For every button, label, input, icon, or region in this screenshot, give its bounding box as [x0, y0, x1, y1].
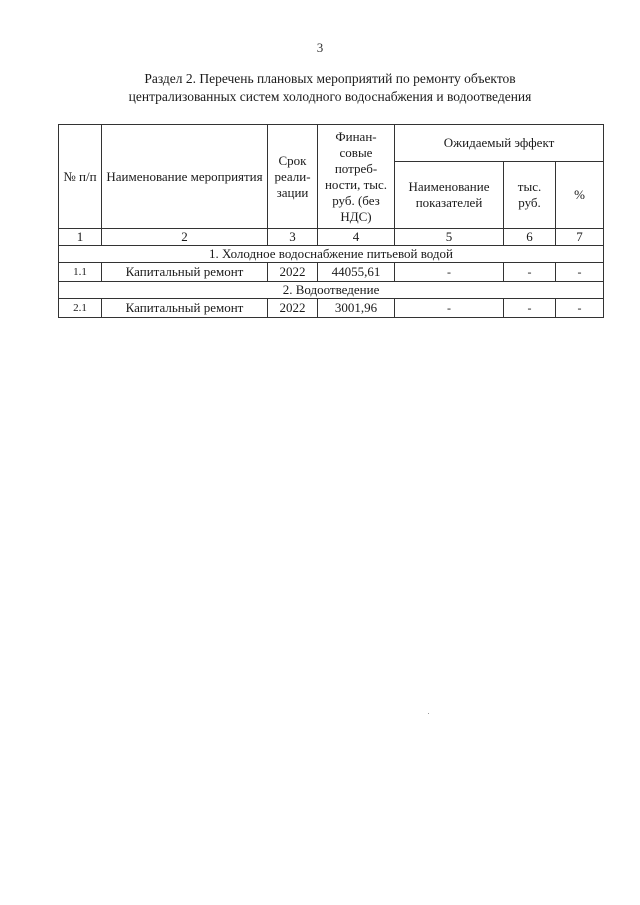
column-number: 2: [102, 229, 268, 246]
row-percent: -: [556, 299, 604, 318]
header-indicator-name: Наименование показателей: [395, 162, 504, 229]
section-title-line-1: Раздел 2. Перечень плановых мероприятий по ремонту объектов: [144, 71, 516, 86]
table-row: [59, 299, 604, 318]
row-indicator: -: [395, 263, 504, 282]
row-term: 2022: [268, 263, 318, 282]
section-row-sewerage: [59, 282, 604, 299]
scan-artifact: [428, 713, 429, 714]
column-number: 3: [268, 229, 318, 246]
row-num: 1.1: [59, 263, 102, 282]
row-finance: 3001,96: [318, 299, 395, 318]
section-title-line-2: централизованных систем холодного водоснабжения и водоотведения: [128, 89, 532, 104]
row-num: 2.1: [59, 299, 102, 318]
column-number: 7: [556, 229, 604, 246]
row-name: Капитальный ремонт: [102, 263, 268, 282]
column-number: 1: [59, 229, 102, 246]
column-number: 5: [395, 229, 504, 246]
row-finance: 44055,61: [318, 263, 395, 282]
section-title-cell: 1. Холодное водоснабжение питьевой водой: [59, 246, 604, 263]
column-number: 6: [504, 229, 556, 246]
plan-table: [58, 124, 604, 318]
table-header-row: [59, 125, 604, 162]
section-title-cell: 2. Водоотведение: [59, 282, 604, 299]
row-name: Капитальный ремонт: [102, 299, 268, 318]
header-thousand-rub: тыс. руб.: [504, 162, 556, 229]
column-number-row: [59, 229, 604, 246]
page-number: 3: [316, 40, 324, 55]
header-effect: Ожидаемый эффект: [395, 125, 604, 162]
header-finance: Финан-совые потреб-ности, тыс. руб. (без НДС): [318, 125, 395, 229]
row-thousand: -: [504, 299, 556, 318]
column-number: 4: [318, 229, 395, 246]
row-term: 2022: [268, 299, 318, 318]
section-title: [60, 70, 600, 106]
row-percent: -: [556, 263, 604, 282]
section-row-cold-water: [59, 246, 604, 263]
header-num: № п/п: [59, 125, 102, 229]
header-percent: %: [556, 162, 604, 229]
row-indicator: -: [395, 299, 504, 318]
header-term: Срок реали-зации: [268, 125, 318, 229]
header-name: Наименование мероприятия: [102, 125, 268, 229]
row-thousand: -: [504, 263, 556, 282]
table-row: [59, 263, 604, 282]
